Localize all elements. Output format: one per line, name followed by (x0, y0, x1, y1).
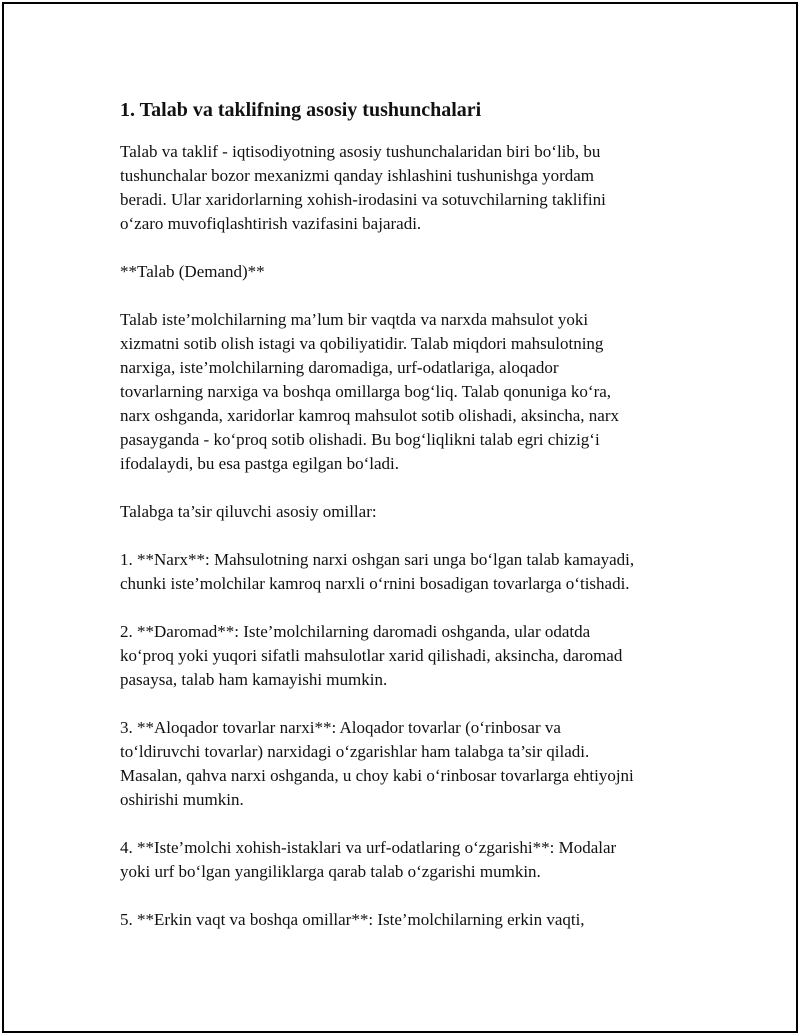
factor-item-related-goods: 3. **Aloqador tovarlar narxi**: Aloqador tovarlar (o‘rinbosar va to‘ldiruvchi tovarlar) narxidagi o‘zgarishlar ham talabga ta’sir qiladi. Masalan, qahva narxi oshganda, u choy kabi o‘rinbosar tovarlarga ehtiyojni oshirishi mumkin. (120, 718, 634, 809)
paragraph-gap (120, 812, 700, 836)
paragraph-gap (120, 284, 700, 308)
paragraph-gap (120, 884, 700, 908)
paragraph-gap (120, 692, 700, 716)
paragraph-gap (120, 524, 700, 548)
document-body (120, 96, 700, 932)
paragraph-gap (120, 596, 700, 620)
paragraph-gap (120, 476, 700, 500)
demand-paragraph: Talab iste’molchilarning ma’lum bir vaqtda va narxda mahsulot yoki xizmatni sotib olish istagi va qobiliyatidir. Talab miqdori mahsulotning narxiga, iste’molchilarning daromadiga, urf-odatlariga, aloqador tovarlarning narxiga va boshqa omillarga bog‘liq. Talab qonuniga ko‘ra, narx oshganda, xaridorlar kamroq mahsulot sotib olishadi, aksincha, narx pasayganda - ko‘proq sotib olishadi. Bu bog‘liqlikni talab egri chizig‘i ifodalaydi, bu esa pastga egilgan bo‘ladi. (120, 310, 620, 473)
subheading-demand: **Talab (Demand)** (120, 262, 265, 281)
factor-item-price: 1. **Narx**: Mahsulotning narxi oshgan sari unga bo‘lgan talab kamayadi, chunki iste’molchilar kamroq narxli o‘rnini bosadigan tovarlarga o‘tishadi. (120, 550, 635, 593)
paragraph-gap (120, 236, 700, 260)
factor-item-free-time: 5. **Erkin vaqt va boshqa omillar**: Iste’molchilarning erkin vaqti, (120, 910, 585, 929)
factors-intro: Talabga ta’sir qiluvchi asosiy omillar: (120, 502, 377, 521)
page-frame (2, 2, 798, 1033)
section-heading: 1. Talab va taklifning asosiy tushunchalari (120, 99, 482, 121)
factor-item-preferences: 4. **Iste’molchi xohish-istaklari va urf-odatlaring o‘zgarishi**: Modalar yoki urf bo‘lgan yangiliklarga qarab talab o‘zgarishi mumkin. (120, 838, 617, 881)
intro-paragraph: Talab va taklif - iqtisodiyotning asosiy tushunchalaridan biri bo‘lib, bu tushunchalar bozor mexanizmi qanday ishlashini tushunishga yordam beradi. Ular xaridorlarning xohish-irodasini va sotuvchilarning taklifini o‘zaro muvofiqlashtirish vazifasini bajaradi. (120, 142, 606, 233)
factor-item-income: 2. **Daromad**: Iste’molchilarning daromadi oshganda, ular odatda ko‘proq yoki yuqori sifatli mahsulotlar xarid qilishadi, aksincha, daromad pasaysa, talab ham kamayishi mumkin. (120, 622, 623, 689)
